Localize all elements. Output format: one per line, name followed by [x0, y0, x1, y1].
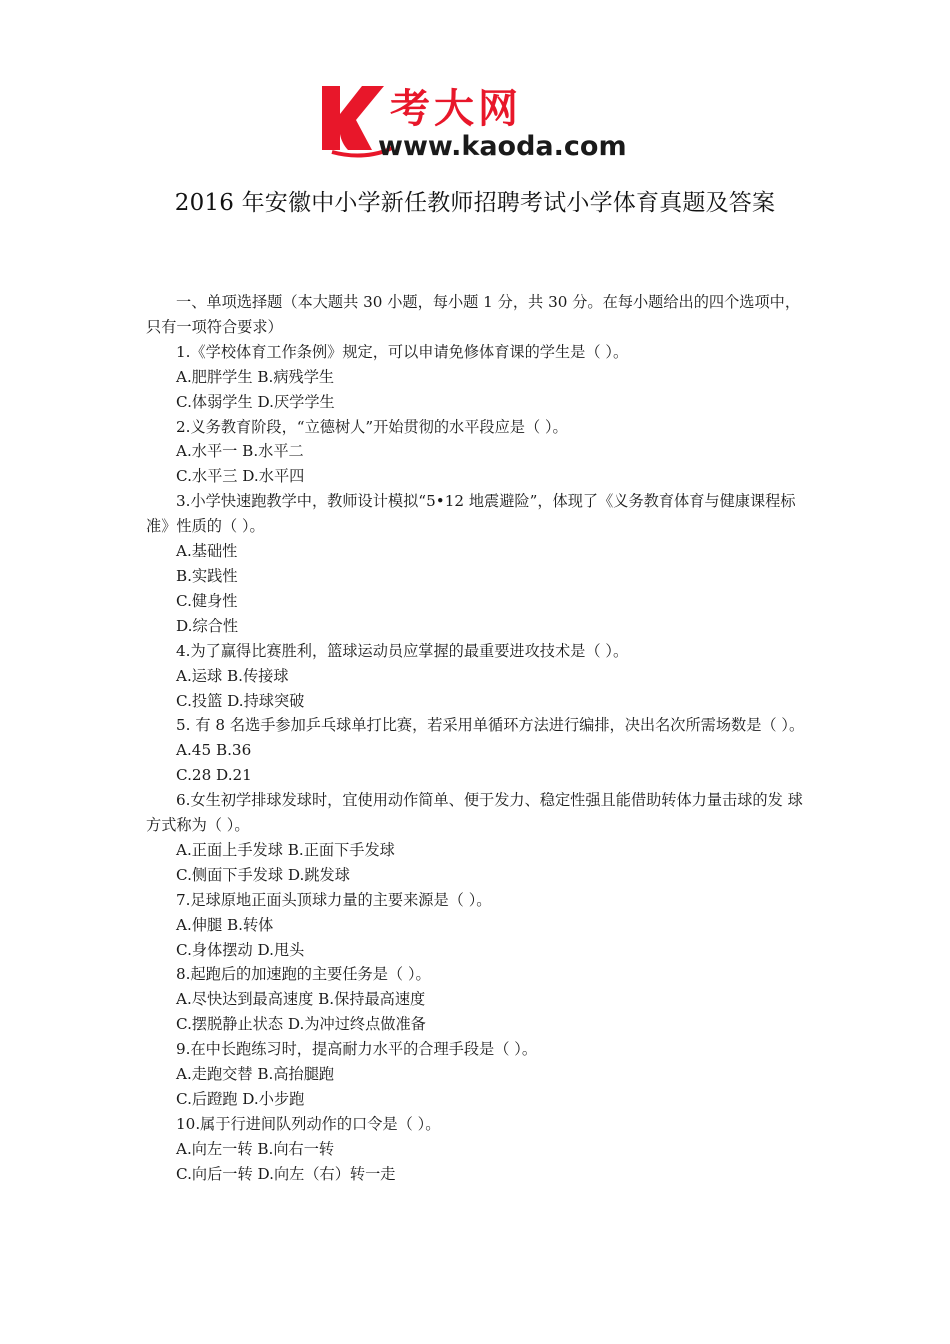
question-option: A.运球 B.传接球 [176, 666, 289, 685]
question-stem: 8.起跑后的加速跑的主要任务是（ ）。 [176, 965, 431, 984]
question-stem: 3.小学快速跑教学中，教师设计模拟“5•12 地震避险”，体现了《义务教育体育与健康课程标准》性质的（ ）。 [146, 492, 796, 536]
question-option: C.侧面下手发球 D.跳发球 [176, 865, 350, 884]
logo-site-text: www.kaoda.com [378, 131, 627, 160]
question-option: C.身体摆动 D.甩头 [176, 940, 305, 959]
question-item [146, 1112, 812, 1187]
exam-content [146, 290, 812, 1187]
question-option: A.肥胖学生 B.病残学生 [176, 367, 335, 386]
question-option: D.综合性 [176, 616, 239, 635]
question-option: A.水平一 B.水平二 [176, 442, 304, 461]
question-item [146, 489, 812, 638]
question-option: B.实践性 [176, 566, 238, 585]
question-stem: 7.足球原地正面头顶球力量的主要来源是（ ）。 [176, 890, 492, 909]
question-option: C.健身性 [176, 591, 238, 610]
question-item [146, 888, 812, 963]
question-stem: 4.为了赢得比赛胜利，篮球运动员应掌握的最重要进攻技术是（ ）。 [176, 641, 629, 660]
question-option: C.28 D.21 [176, 766, 252, 785]
question-option: A.正面上手发球 B.正面下手发球 [176, 840, 395, 859]
question-option: A.尽快达到最高速度 B.保持最高速度 [176, 990, 426, 1009]
question-item [146, 340, 812, 415]
question-option: A.走跑交替 B.高抬腿跑 [176, 1065, 335, 1084]
section-heading: 一、单项选择题（本大题共 30 小题，每小题 1 分，共 30 分。在每小题给出的四个选项中，只有一项符合要求） [146, 293, 801, 336]
question-item [146, 788, 812, 888]
question-option: A.伸腿 B.转体 [176, 915, 274, 934]
question-option: C.体弱学生 D.厌学学生 [176, 392, 335, 411]
question-option: A.45 B.36 [176, 741, 252, 760]
question-option: A.基础性 [176, 542, 238, 561]
question-stem: 1.《学校体育工作条例》规定，可以申请免修体育课的学生是（ ）。 [176, 342, 629, 361]
question-option: C.水平三 D.水平四 [176, 467, 305, 486]
question-option: C.向后一转 D.向左（右）转一走 [176, 1164, 396, 1183]
question-option: A.向左一转 B.向右一转 [176, 1139, 335, 1158]
question-stem: 5. 有 8 名选手参加乒乓球单打比赛，若采用单循环方法进行编排，决出名次所需场数是（ ）。 [176, 716, 805, 735]
logo-brand-text: 考大网 [390, 86, 522, 132]
kaoda-logo [318, 78, 640, 160]
question-option: C.后蹬跑 D.小步跑 [176, 1090, 305, 1108]
question-item [146, 962, 812, 1037]
question-stem: 10.属于行进间队列动作的口令是（ ）。 [176, 1114, 441, 1133]
question-option: C.投篮 D.持球突破 [176, 691, 305, 710]
question-stem: 6.女生初学排球发球时，宜使用动作简单、便于发力、稳定性强且能借助转体力量击球的发 球方式称为（ ）。 [146, 791, 803, 835]
question-item [146, 639, 812, 714]
question-stem: 2.义务教育阶段，“立德树人”开始贯彻的水平段应是（ ）。 [176, 417, 568, 436]
question-item [146, 415, 812, 490]
question-list [146, 340, 812, 1187]
question-item [146, 1037, 812, 1112]
question-option: C.摆脱静止状态 D.为冲过终点做准备 [176, 1015, 426, 1034]
document-title: 2016 年安徽中小学新任教师招聘考试小学体育真题及答案 [174, 190, 776, 216]
question-item [146, 713, 812, 788]
logo-graphic [318, 78, 640, 160]
logo-k-mark [322, 86, 384, 150]
question-stem: 9.在中长跑练习时，提高耐力水平的合理手段是（ ）。 [176, 1040, 538, 1059]
